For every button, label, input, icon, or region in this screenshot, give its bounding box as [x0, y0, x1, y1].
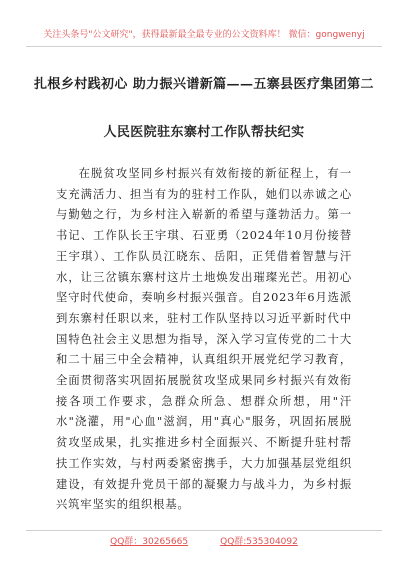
body-paragraph: 在脱贫攻坚同乡村振兴有效衔接的新征程上，有一支充满活力、担当有为的驻村工作队，她们以赤诚之心与勤勉之行，为乡村注入崭新的希望与蓬勃活力。第一书记、工作队长王宇琪、石亚勇（2024年10月份接替王宇琪）、工作队员江晓东、岳阳，正凭借着智慧与汗水，让三岔镇东寨村这片土地焕发出璀璨光芒。用初心坚守时代使命，奏响乡村振兴强音。自2023年6月选派到东寨村任职以来，驻村工作队坚持以习近平新时代中国特色社会主义思想为指导，深入学习宣传党的二十大和二十届三中全会精神，认真组织开展党纪学习教育，全面贯彻落实巩固拓展脱贫攻坚成果同乡村振兴有效衔接各项工作要求，急群众所急、想群众所想，用"汗水"浇灌，用"心血"滋润，用"真心"服务，巩固拓展脱贫攻坚成果，扎实推进乡村全面振兴、不断提升驻村帮扶工作实效，与村两委紧密携手，大力加强基层党组织建设，有效提升党员干部的凝聚力与战斗力，为乡村振兴筑牢坚实的组织根基。: [56, 167, 352, 512]
page-header: [26, 22, 382, 47]
footer-qq-group-1[interactable]: QQ群：30265665: [110, 537, 189, 547]
document-title-line-2: 人民医院驻东寨村工作队帮扶纪实: [103, 125, 305, 140]
document-title-line-1: 扎根乡村践初心 助力振兴谱新篇——五寨县医疗集团第二: [34, 77, 374, 92]
page-footer: [26, 530, 382, 548]
footer-qq-group-2[interactable]: QQ群:535304092: [220, 537, 298, 547]
header-promo-text: 关注头条号"公文研究"，获得最新最全最专业的公文资料库！ 微信：gongwenyj: [43, 30, 365, 40]
